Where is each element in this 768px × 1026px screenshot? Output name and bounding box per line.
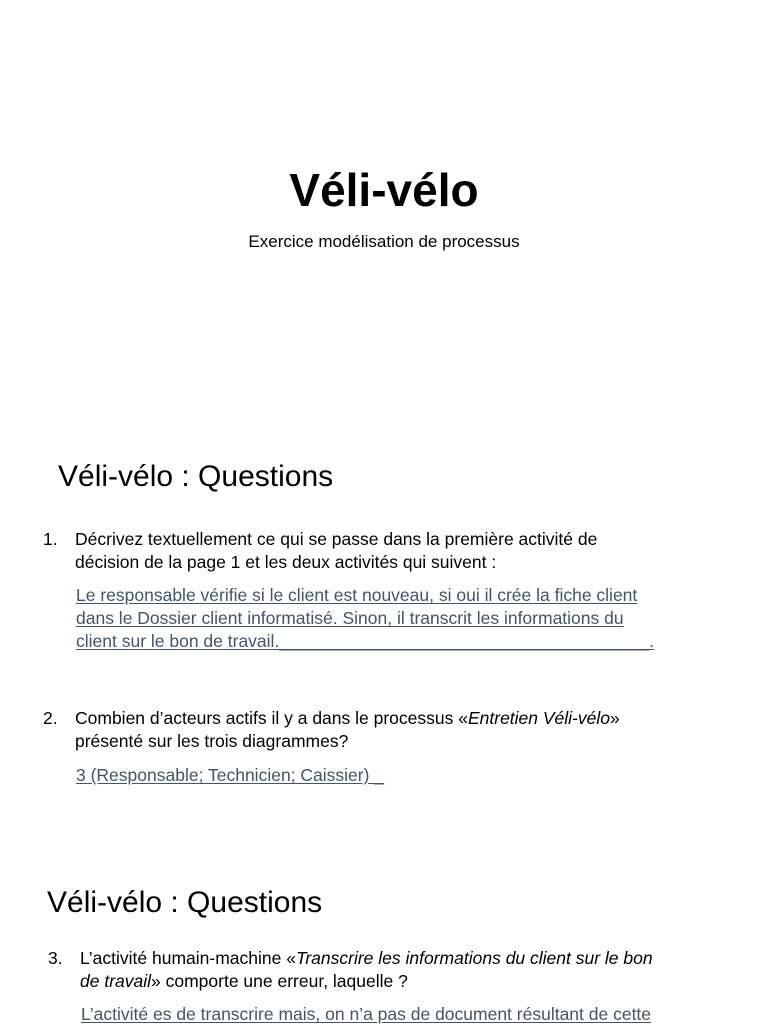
answer-2: 3 (Responsable; Technicien; Caissier) _ xyxy=(76,765,385,785)
slide-title: Véli-vélo xyxy=(289,164,479,216)
question-1-number: 1. xyxy=(43,529,58,549)
question-1-text-line-2: décision de la page 1 et les deux activités qui suivent : xyxy=(75,552,497,572)
answer-3: L’activité es de transcrire mais, on n’a pas de document résultant de cette xyxy=(81,1004,652,1024)
question-1-text-line-1: Décrivez textuellement ce qui se passe dans la première activité de xyxy=(75,529,598,549)
question-3-text-line-1: L’activité humain-machine «Transcrire les informations du client sur le bon xyxy=(80,948,653,968)
answer-1-line-2: dans le Dossier client informatisé. Sinon, il transcrit les informations du xyxy=(76,608,624,628)
slide-subtitle: Exercice modélisation de processus xyxy=(248,232,520,251)
section-heading-questions-2: Véli-vélo : Questions xyxy=(47,886,323,919)
question-2-text-line-2: présenté sur les trois diagrammes? xyxy=(75,731,349,751)
answer-1-line-1: Le responsable vérifie si le client est nouveau, si oui il crée la fiche client xyxy=(76,585,638,605)
section-heading-questions: Véli-vélo : Questions xyxy=(58,460,334,493)
question-3-number: 3. xyxy=(48,948,63,968)
question-3-text-line-2: de travail» comporte une erreur, laquelle ? xyxy=(80,971,408,991)
question-2-number: 2. xyxy=(43,708,58,728)
question-2-text-line-1: Combien d’acteurs actifs il y a dans le processus «Entretien Véli-vélo» xyxy=(75,708,620,728)
answer-1-line-3: client sur le bon de travail.______________________________________. xyxy=(76,631,655,651)
